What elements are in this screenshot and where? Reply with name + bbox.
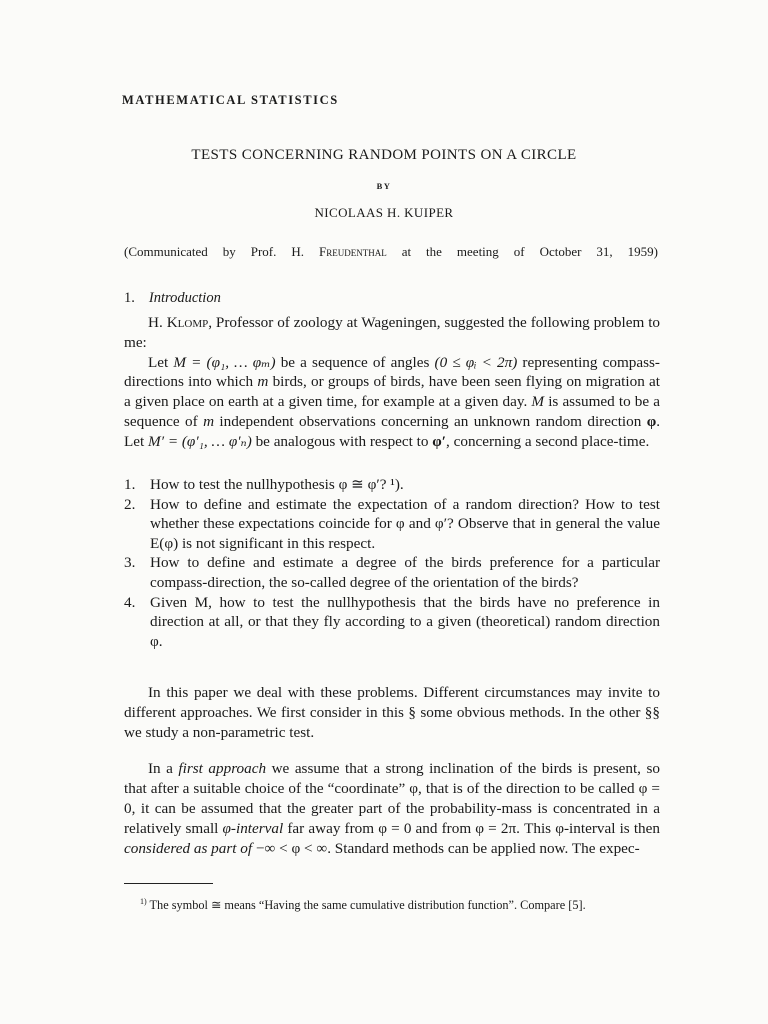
formula-range: (0 ≤ φᵢ < 2π) xyxy=(434,353,518,371)
intro-paragraph-2: Let M = (φ₁, … φₘ) be a sequence of angles (0 ≤ φᵢ < 2π) representing compass-directions into which m birds, or groups of birds, have been seen flying on migration at a given place on earth at a given time, for example at a given day. M is assumed to be a sequence of m independent observations concerning an unknown random direction φ. Let M′ = (φ′₁, … φ′ₙ) be analogous with respect to φ′, concerning a second place-time. xyxy=(124,353,660,450)
phi-interval-emphasis: φ-interval xyxy=(222,820,284,837)
symbol-phi-prime: φ′ xyxy=(432,432,447,450)
klomp-name: Klomp xyxy=(166,314,209,331)
list-item: 2. How to define and estimate the expectation of a random direction? How to test whether these expectations coincide for φ and φ′? Observe that in general the value E(φ) is not significant in this respect. xyxy=(124,495,660,552)
section-heading xyxy=(124,290,221,307)
question-list xyxy=(124,475,660,651)
paragraph-first-approach: In a first approach we assume that a strong inclination of the birds is present, so that after a suitable choice of the “coordinate” φ, that is of the direction to be called φ = 0, it can be assumed that the greater part of the probability-mass is concentrated in a relatively small φ-interval far away from φ = 0 and from φ = 2π. This φ-interval is then considered as part of −∞ < φ < ∞. Standard methods can be applied now. The expec- xyxy=(124,760,660,857)
section-number: 1. xyxy=(124,290,135,306)
formula-M-prime: M′ = (φ′₁, … φ′ₙ) xyxy=(148,432,252,450)
footnote-mark: 1) xyxy=(140,897,147,906)
formula-M: M = (φ₁, … φₘ) xyxy=(173,353,276,371)
considered-emphasis: considered as part of xyxy=(124,840,253,857)
communicated-note xyxy=(124,244,658,260)
intro-paragraph-1: H. Klomp, Professor of zoology at Wageningen, suggested the following problem to me: xyxy=(124,314,661,351)
list-item: 1. How to test the nullhypothesis φ ≅ φ′? ¹). xyxy=(124,476,404,493)
author-name: NICOLAAS H. KUIPER xyxy=(314,205,454,220)
footnote-text: The symbol ≅ means “Having the same cumulative distribution function”. Compare [5]. xyxy=(149,898,586,913)
intro-paragraphs xyxy=(124,313,660,452)
footnote-divider xyxy=(124,883,213,884)
by-line: BY xyxy=(376,181,392,191)
first-approach-emphasis: first approach xyxy=(178,760,267,777)
list-item: 3. How to define and estimate a degree of the birds preference for a particular compass-direction, the so-called degree of the orientation of the birds? xyxy=(124,554,660,591)
list-item: 4. Given M, how to test the nullhypothesis that the birds have no preference in direction at all, or that they fly according to a given (theoretical) random direction φ. xyxy=(124,593,660,650)
paragraph-approaches: In this paper we deal with these problems. Different circumstances may invite to different approaches. We first consider in this § some obvious methods. In the other §§ we study a non-parametric test. xyxy=(124,684,660,741)
communicator-name: Freudenthal xyxy=(318,244,387,259)
paper-title: TESTS CONCERNING RANDOM POINTS ON A CIRCLE xyxy=(191,147,577,163)
footnote xyxy=(124,894,660,914)
communicated-prefix: (Communicated by Prof. H. xyxy=(124,244,304,259)
symbol-phi: φ xyxy=(646,412,657,430)
section-title: Introduction xyxy=(148,290,221,306)
journal-section-heading: MATHEMATICAL STATISTICS xyxy=(122,93,339,107)
communicated-suffix: at the meeting of October 31, 1959) xyxy=(401,244,658,259)
